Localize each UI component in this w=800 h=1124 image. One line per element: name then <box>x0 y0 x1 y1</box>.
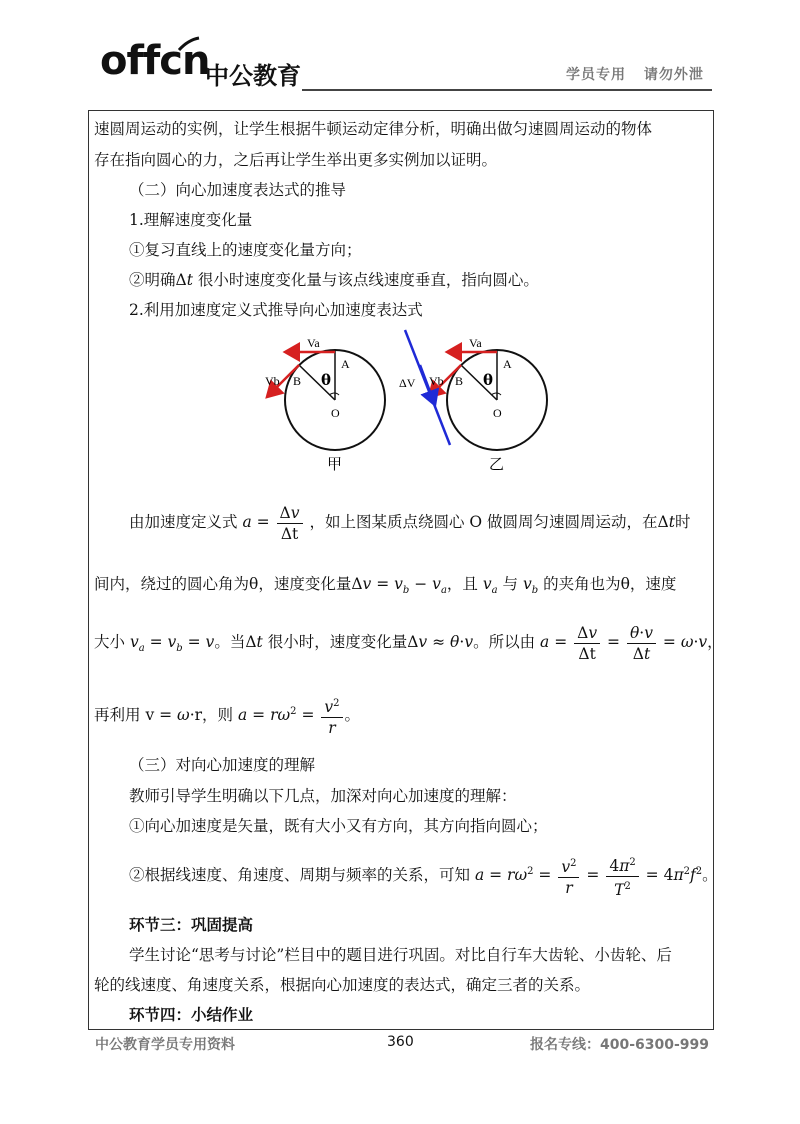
label-theta-right: θ <box>483 371 494 389</box>
caption-left: 甲 <box>327 455 343 473</box>
circular-motion-figure <box>255 325 565 475</box>
label-vb-left: Vb <box>265 374 280 388</box>
list-item: ②明确Δt 很小时速度变化量与该点线速度垂直，指向圆心。 <box>129 271 539 289</box>
logo-chinese: 中公教育 <box>205 62 301 90</box>
equation-line: 大小 $v_a = v_b = v$。当Δt 很小时，速度变化量Δv ≈ θ·v。所以由 a = $\frac{\Delta v}{\Delta t}$ = $\frac{\theta\cdot v}{\Delta t}$ = ω·v， <box>94 623 723 663</box>
paragraph-line: 轮的线速度、角速度关系，根据向心加速度的表达式，确定三者的关系。 <box>94 976 591 994</box>
list-item: ①向心加速度是矢量，既有大小又有方向，其方向指向圆心； <box>129 817 548 835</box>
caption-right: 乙 <box>489 455 505 473</box>
page-number: 360 <box>387 1034 414 1050</box>
label-o-right: O <box>493 406 502 420</box>
label-a-right: A <box>503 357 512 371</box>
equation-line: ②根据线速度、角速度、周期与频率的关系，可知 $a = r\omega^2$ = $\frac{v^2}{r}$ = $\frac{4\pi^2}{T^2}$ = $4\pi^2f^2$。 <box>129 850 718 900</box>
header-tags <box>554 64 704 84</box>
diagram-left <box>267 350 385 450</box>
footer-left: 中公教育学员专用资料 <box>95 1037 235 1053</box>
label-a-left: A <box>341 357 350 371</box>
paragraph-line: 学生讨论“思考与讨论”栏目中的题目进行巩固。对比自行车大齿轮、小齿轮、后 <box>129 946 672 964</box>
paragraph-line: 存在指向圆心的力，之后再让学生举出更多实例加以证明。 <box>94 151 498 169</box>
subsection-heading: 2.利用加速度定义式推导向心加速度表达式 <box>129 301 423 319</box>
section-heading: （二）向心加速度表达式的推导 <box>129 181 347 199</box>
label-delta-v: ΔV <box>399 376 416 390</box>
label-b-left: B <box>293 374 302 388</box>
list-item: ①复习直线上的速度变化量方向； <box>129 241 362 259</box>
equation-line: 再利用 v = ω·r，则 $a = r\omega^2$ = $\frac{v^2}{r}$ 。 <box>94 690 360 738</box>
header-tag-students: 学员专用 <box>566 67 626 83</box>
equation-line: 由加速度定义式 a = $\frac{\Delta v}{\Delta t}$ ，如上图某质点绕圆心 O 做圆周匀速圆周运动，在Δt时 <box>129 503 691 543</box>
section-heading: （三）对向心加速度的理解 <box>129 756 316 774</box>
header-tag-confidential: 请勿外泄 <box>643 67 704 83</box>
label-b-right: B <box>455 374 464 388</box>
section-heading: 环节四：小结作业 <box>129 1006 254 1024</box>
label-va-right: Va <box>469 336 482 350</box>
label-o-left: O <box>331 406 340 420</box>
logo-word: offcn <box>100 38 210 84</box>
label-theta-left: θ <box>321 371 332 389</box>
equation-line: 间内，绕过的圆心角为θ，速度变化量$\Delta v = v_b - v_a$，且 $v_a$ 与 $v_b$ 的夹角也为θ，速度 <box>94 575 677 597</box>
label-va-left: Va <box>307 336 320 350</box>
label-vb-right: Vb <box>429 374 444 388</box>
paragraph-line: 教师引导学生明确以下几点，加深对向心加速度的理解： <box>129 787 517 805</box>
fraction-dv-dt: $\frac{\Delta v}{\Delta t}$ <box>277 503 303 544</box>
subsection-heading: 1.理解速度变化量 <box>129 211 253 229</box>
paragraph-line: 速圆周运动的实例，让学生根据牛顿运动定律分析，明确出做匀速圆周运动的物体 <box>94 120 653 138</box>
page-header <box>0 0 800 100</box>
header-rule <box>302 89 712 91</box>
section-heading: 环节三：巩固提高 <box>129 916 254 934</box>
footer-hotline: 报名专线：400-6300-999 <box>530 1037 710 1053</box>
